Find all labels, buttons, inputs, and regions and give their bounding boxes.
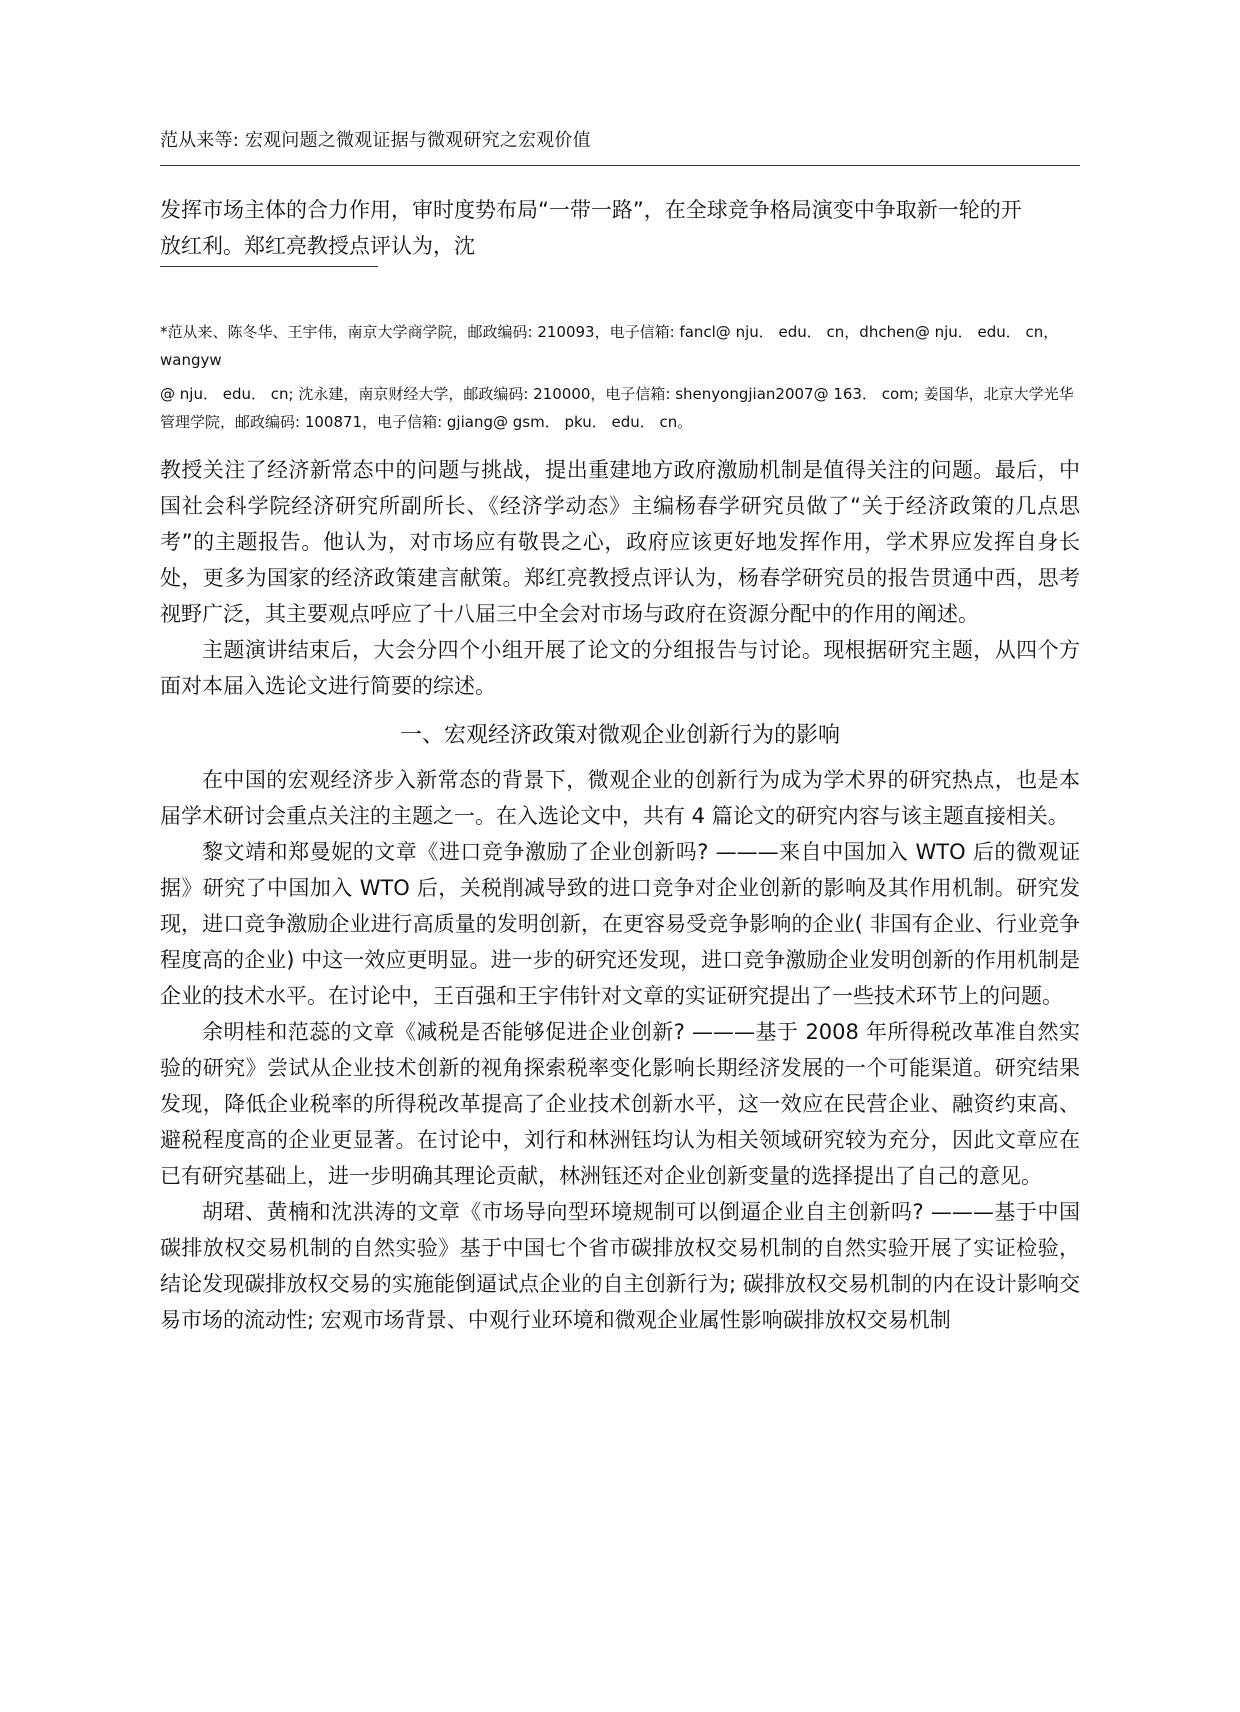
- header-rule: [160, 165, 1080, 166]
- paragraph-3: 在中国的宏观经济步入新常态的背景下，微观企业的创新行为成为学术界的研究热点，也是本届学术研讨会重点关注的主题之一。在入选论文中，共有 4 篇论文的研究内容与该主题直接相关。: [160, 768, 1080, 828]
- section-heading-1: 一、宏观经济政策对微观企业创新行为的影响: [399, 723, 840, 748]
- top-paragraph: [160, 192, 1080, 264]
- footnote: [160, 318, 1080, 442]
- paragraph-1: 教授关注了经济新常态中的问题与挑战，提出重建地方政府激励机制是值得关注的问题。最后，中国社会科学院经济研究所副所长、《经济学动态》主编杨春学研究员做了“关于经济政策的几点思考”的主题报告。他认为，对市场应有敬畏之心，政府应该更好地发挥作用，学术界应发挥自身长处，更多为国家的经济政策建言献策。郑红亮教授点评认为，杨春学研究员的报告贯通中西，思考视野广泛，其主要观点呼应了十八届三中全会对市场与政府在资源分配中的作用的阐述。: [160, 458, 1080, 626]
- top-paragraph-line-2: 放红利。郑红亮教授点评认为，沈: [160, 234, 475, 258]
- running-title: 范从来等: 宏观问题之微观证据与微观研究之宏观价值: [160, 130, 591, 151]
- paragraph-2: 主题演讲结束后，大会分四个小组开展了论文的分组报告与讨论。现根据研究主题，从四个方面对本届入选论文进行简要的综述。: [160, 638, 1080, 698]
- paragraph-6: 胡珺、黄楠和沈洪涛的文章《市场导向型环境规制可以倒逼企业自主创新吗? ———基于中国碳排放权交易机制的自然实验》基于中国七个省市碳排放权交易机制的自然实验开展了实证检验，结论发现碳排放权交易的实施能倒逼试点企业的自主创新行为; 碳排放权交易机制的内在设计影响交易市场的流动性; 宏观市场背景、中观行业环境和微观企业属性影响碳排放权交易机制: [160, 1200, 1080, 1332]
- paragraph-4: 黎文靖和郑曼妮的文章《进口竞争激励了企业创新吗? ———来自中国加入 WTO 后的微观证据》研究了中国加入 WTO 后，关税削减导致的进口竞争对企业创新的影响及其作用机制。研究发现，进口竞争激励企业进行高质量的发明创新，在更容易受竞争影响的企业( 非国有企业、行业竞争程度高的企业) 中这一效应更明显。进一步的研究还发现，进口竞争激励企业发明创新的作用机制是企业的技术水平。在讨论中，王百强和王宇伟针对文章的实证研究提出了一些技术环节上的问题。: [160, 840, 1080, 1008]
- top-paragraph-line-1: 发挥市场主体的合力作用，审时度势布局“一带一路”，在全球竞争格局演变中争取新一轮的开: [160, 198, 1022, 222]
- footnote-rule: [160, 266, 378, 267]
- footnote-line-2: @ nju． edu． cn; 沈永建，南京财经大学，邮政编码: 210000，电子信箱: shenyongjian2007@ 163． com; 姜国华，北京大学光华管理学院，邮政编码: 100871，电子信箱: gjiang@ gsm． pku． edu． cn。: [160, 385, 1074, 431]
- main-body: [160, 452, 1080, 1338]
- footnote-line-1: *范从来、陈冬华、王宇伟，南京大学商学院，邮政编码: 210093，电子信箱: fancl@ nju． edu． cn，dhchen@ nju． edu． cn，wangyw: [160, 323, 1059, 369]
- paragraph-5: 余明桂和范蕊的文章《减税是否能够促进企业创新? ———基于 2008 年所得税改革准自然实验的研究》尝试从企业技术创新的视角探索税率变化影响长期经济发展的一个可能渠道。研究结果发现，降低企业税率的所得税改革提高了企业技术创新水平，这一效应在民营企业、融资约束高、避税程度高的企业更显著。在讨论中，刘行和林洲钰均认为相关领域研究较为充分，因此文章应在已有研究基础上，进一步明确其理论贡献，林洲钰还对企业创新变量的选择提出了自己的意见。: [160, 1020, 1080, 1188]
- paper-page: [160, 0, 1080, 1712]
